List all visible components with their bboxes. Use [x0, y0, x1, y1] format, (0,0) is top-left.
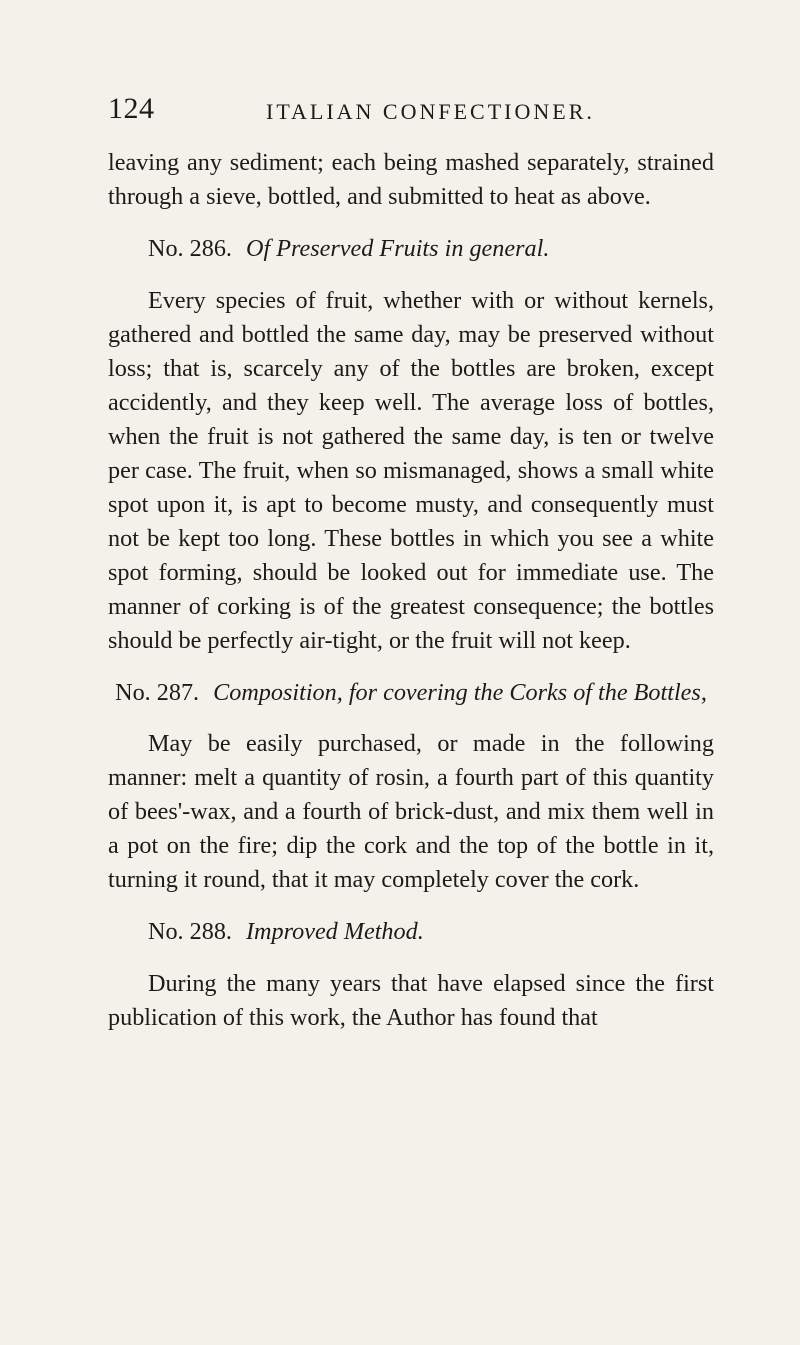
paragraph-continuation: leaving any sediment; each being mashed separately, strained through a sieve, bottled, and submitted to heat as above.	[108, 149, 714, 210]
section-number-288: No. 288.	[148, 918, 232, 945]
section-title-287: Composition, for covering the Corks of the Bottles,	[213, 679, 707, 706]
body-text	[108, 146, 714, 1035]
paragraph-preserved-fruits: Every species of fruit, whether with or without kernels, gathered and bottled the same day, may be preserved without loss; that is, scarcely any of the bottles are broken, except accidently, and they keep well. The average loss of bottles, when the fruit is not gathered the same day, is ten or twelve per case. The fruit, when so mismanaged, shows a small white spot upon it, is apt to become musty, and consequently must not be kept too long. These bottles in which you see a white spot forming, should be looked out for immediate use. The manner of corking is of the greatest consequence; the bottles should be perfectly air-tight, or the fruit will not keep.	[108, 287, 714, 654]
section-title-288: Improved Method.	[245, 918, 424, 945]
section-heading-287	[108, 676, 714, 709]
section-heading-286	[108, 232, 714, 266]
page-number: 124	[108, 92, 155, 125]
running-title: ITALIAN CONFECTIONER.	[266, 99, 595, 124]
section-heading-288	[108, 915, 714, 949]
paragraph-improved-method: During the many years that have elapsed since the first publication of this work, the Author has found that	[108, 970, 714, 1031]
section-title-286: Of Preserved Fruits in general.	[245, 235, 550, 262]
section-number-287: No. 287.	[115, 679, 200, 706]
running-head	[108, 92, 708, 132]
paragraph-cork-composition: May be easily purchased, or made in the following manner: melt a quantity of rosin, a fourth part of this quantity of bees'-wax, and a fourth of brick-dust, and mix them well in a pot on the fire; dip the cork and the top of the bottle in it, turning it round, that it may completely cover the cork.	[108, 730, 714, 893]
section-number-286: No. 286.	[148, 235, 232, 262]
